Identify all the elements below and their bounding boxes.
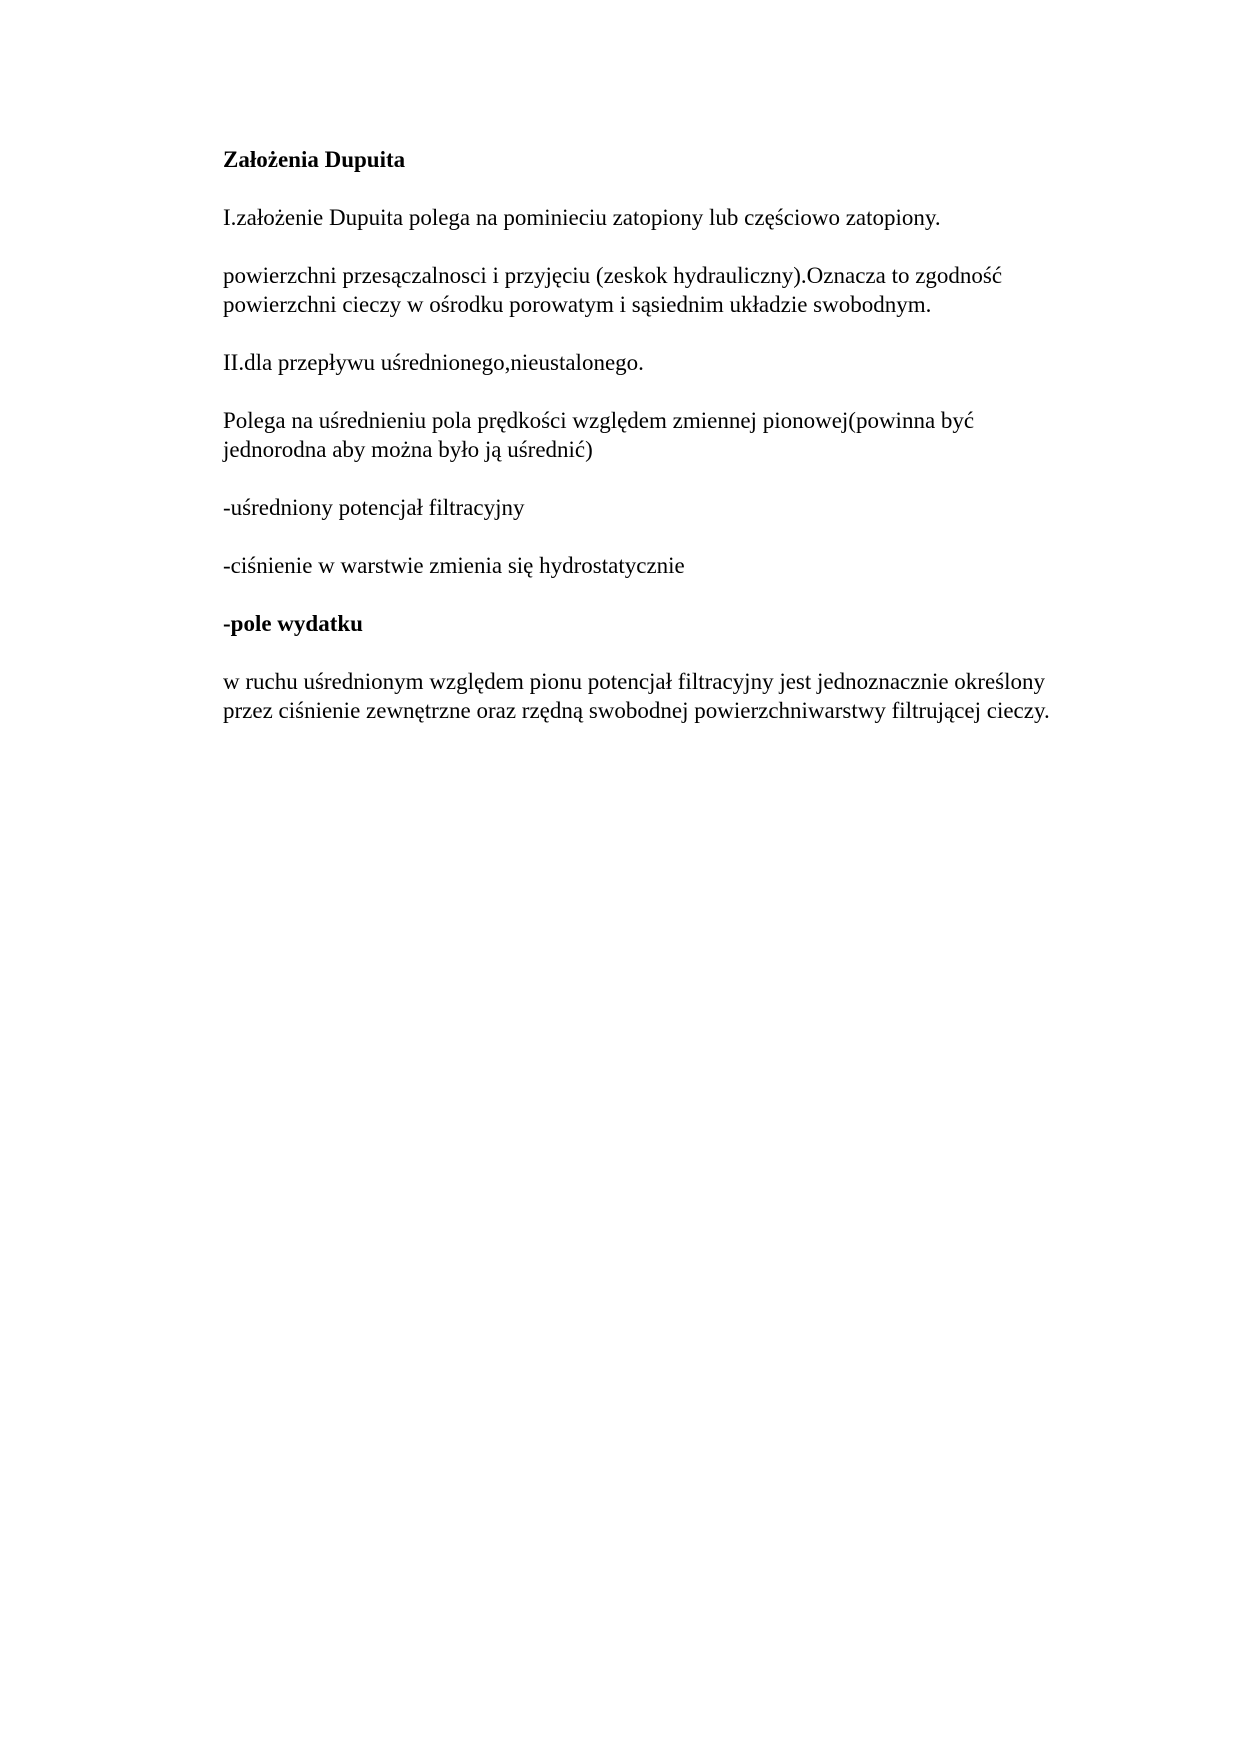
paragraph-conclusion: w ruchu uśrednionym względem pionu potencjał filtracyjny jest jednoznacznie określony przez ciśnienie zewnętrzne oraz rzędną swobodnej powierzchniwarstwy filtrującej cieczy. bbox=[223, 669, 1050, 723]
list-item-potential: -uśredniony potencjał filtracyjny bbox=[223, 495, 525, 520]
paragraph-assumption-one: I.założenie Dupuita polega na pominieciu zatopiony lub częściowo zatopiony. bbox=[223, 205, 941, 230]
paragraph-surface-description: powierzchni przesączalnosci i przyjęciu (zeskok hydrauliczny).Oznacza to zgodność powierzchni cieczy w ośrodku porowatym i sąsiednim układzie swobodnym. bbox=[223, 263, 1003, 317]
list-item-pressure: -ciśnienie w warstwie zmienia się hydrostatycznie bbox=[223, 553, 685, 578]
paragraph-assumption-two: II.dla przepływu uśrednionego,nieustalonego. bbox=[223, 350, 644, 375]
document-title: Założenia Dupuita bbox=[223, 147, 406, 172]
paragraph-averaging: Polega na uśrednieniu pola prędkości względem zmiennej pionowej(powinna być jednorodna aby można było ją uśrednić) bbox=[223, 408, 975, 462]
document-body bbox=[223, 145, 1083, 754]
list-item-discharge-field: -pole wydatku bbox=[223, 611, 363, 636]
